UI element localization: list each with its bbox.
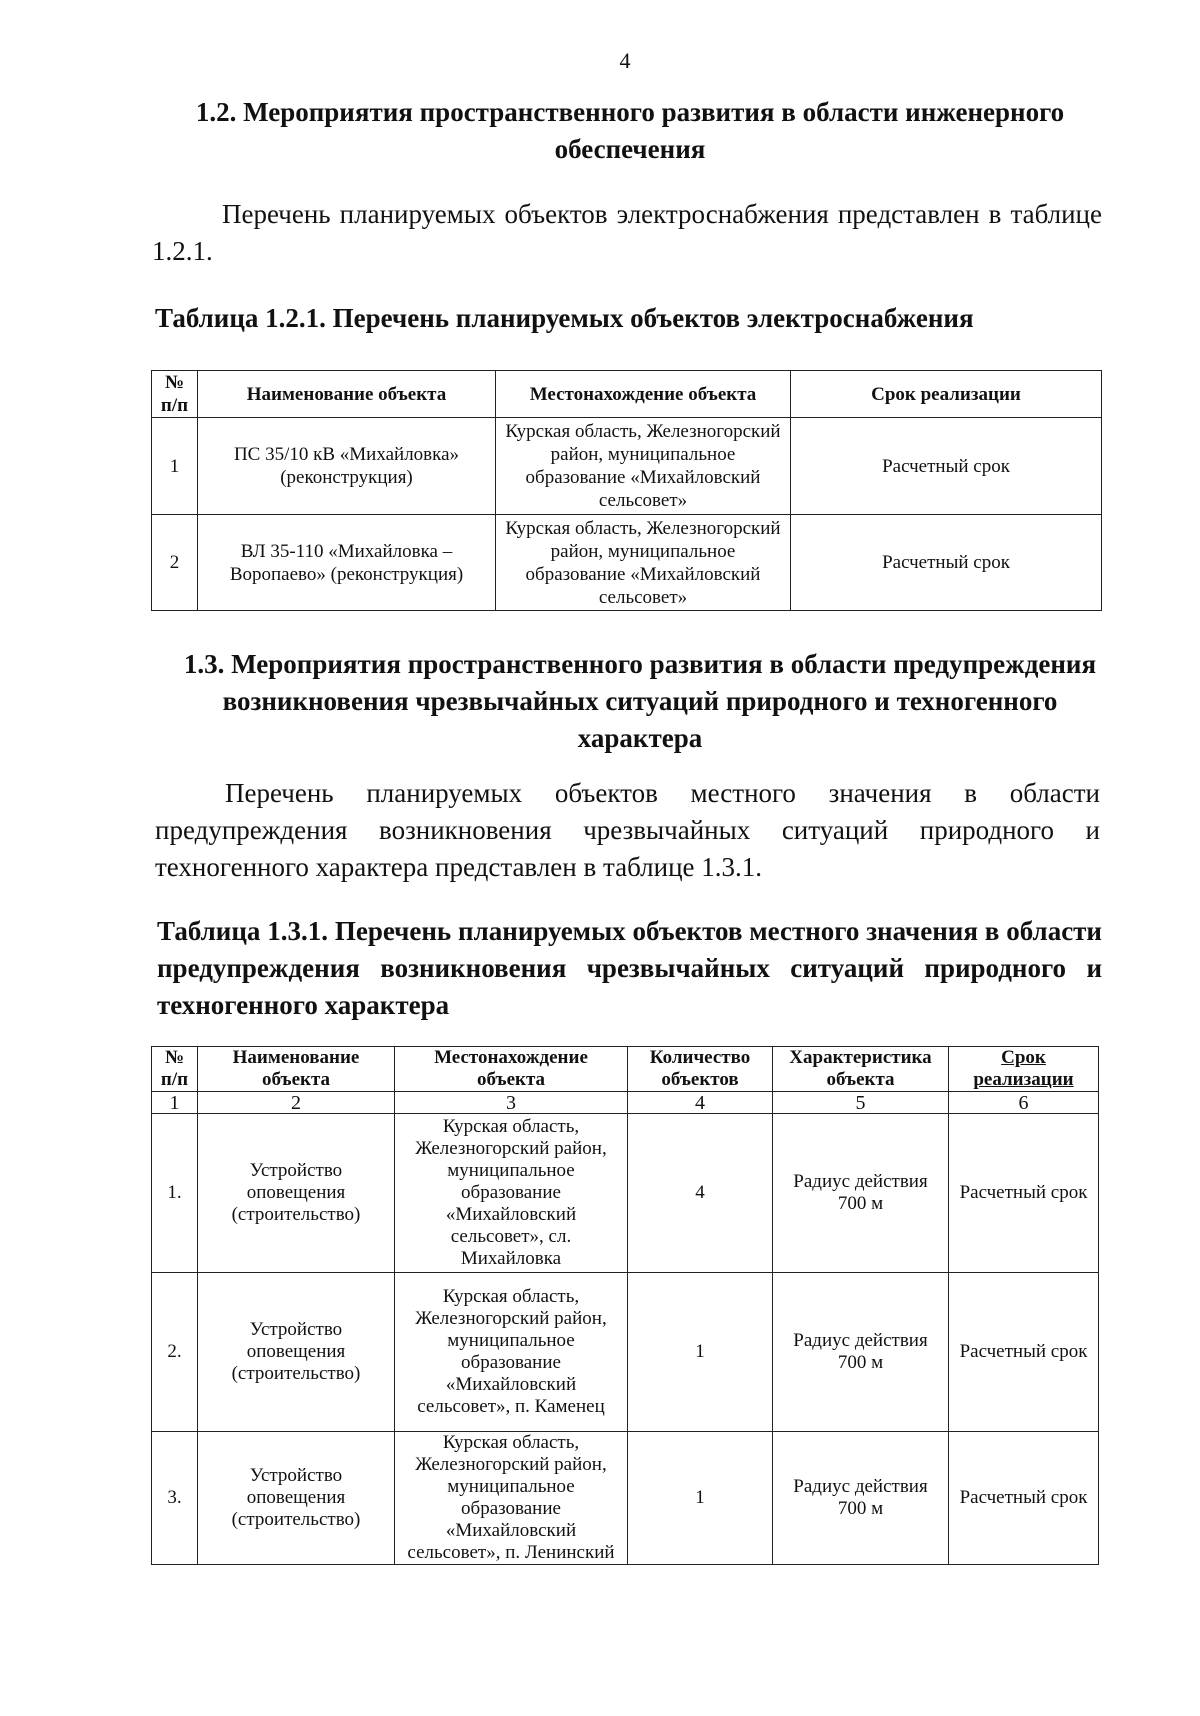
cell-name: Устройство оповещения (строительство) xyxy=(198,1432,395,1565)
cell-num: 2. xyxy=(152,1273,198,1432)
cell-location: Курская область, Железногорский район, муниципальное образование «Михайловский сельсовет» xyxy=(496,418,791,515)
header-characteristic: Характеристика объекта xyxy=(773,1047,949,1092)
page-number: 4 xyxy=(619,48,631,73)
cell-name: ПС 35/10 кВ «Михайловка» (реконструкция) xyxy=(198,418,496,515)
cell-name: Устройство оповещения (строительство) xyxy=(198,1273,395,1432)
cell-location: Курская область, Железногорский район, муниципальное образование «Михайловский сельсовет», сл. Михайловка xyxy=(395,1114,628,1273)
column-number: 6 xyxy=(949,1092,1099,1114)
table-row xyxy=(152,515,1102,611)
table-row xyxy=(152,1114,1099,1273)
header-name: Наименование объекта xyxy=(198,371,496,418)
table-row xyxy=(152,418,1102,515)
table-1-3-1 xyxy=(151,1046,1099,1565)
section-1-2-paragraph: Перечень планируемых объектов электроснабжения представлен в таблице 1.2.1. xyxy=(152,199,1102,266)
cell-num: 2 xyxy=(152,515,198,611)
table-1-3-1-caption: Таблица 1.3.1. Перечень планируемых объектов местного значения в области предупреждения возникновения чрезвычайных ситуаций природного и техногенного характера xyxy=(157,916,1102,1020)
cell-term: Расчетный срок xyxy=(791,418,1102,515)
column-number: 3 xyxy=(395,1092,628,1114)
header-term: Срок реализации xyxy=(791,371,1102,418)
column-number: 1 xyxy=(152,1092,198,1114)
section-1-2-heading: 1.2. Мероприятия пространственного развития в области инженерного обеспечения xyxy=(195,97,1065,164)
header-num: № п/п xyxy=(152,1047,198,1092)
table-row xyxy=(152,1273,1099,1432)
cell-characteristic: Радиус действия 700 м xyxy=(773,1432,949,1565)
header-num: № п/п xyxy=(152,371,198,418)
column-number: 2 xyxy=(198,1092,395,1114)
cell-count: 1 xyxy=(628,1273,773,1432)
cell-term: Расчетный срок xyxy=(949,1114,1099,1273)
cell-name: Устройство оповещения (строительство) xyxy=(198,1114,395,1273)
table-1-2-1-caption: Таблица 1.2.1. Перечень планируемых объектов электроснабжения xyxy=(155,303,974,333)
column-number: 5 xyxy=(773,1092,949,1114)
column-number-row xyxy=(152,1092,1099,1114)
header-count: Количество объектов xyxy=(628,1047,773,1092)
section-1-3-heading: 1.3. Мероприятия пространственного развития в области предупреждения возникновения чрезвычайных ситуаций природного и техногенного характера xyxy=(183,649,1097,753)
cell-num: 1 xyxy=(152,418,198,515)
header-name: Наименование объекта xyxy=(198,1047,395,1092)
cell-term: Расчетный срок xyxy=(949,1273,1099,1432)
section-1-3-paragraph: Перечень планируемых объектов местного значения в области предупреждения возникновения чрезвычайных ситуаций природного и техногенного характера представлен в таблице 1.3.1. xyxy=(155,778,1100,882)
cell-term: Расчетный срок xyxy=(791,515,1102,611)
header-term: Срок реализации xyxy=(949,1047,1099,1092)
cell-count: 1 xyxy=(628,1432,773,1565)
column-number: 4 xyxy=(628,1092,773,1114)
cell-characteristic: Радиус действия 700 м xyxy=(773,1273,949,1432)
cell-location: Курская область, Железногорский район, муниципальное образование «Михайловский сельсовет», п. Ленинский xyxy=(395,1432,628,1565)
cell-characteristic: Радиус действия 700 м xyxy=(773,1114,949,1273)
header-location: Местонахождение объекта xyxy=(395,1047,628,1092)
cell-num: 3. xyxy=(152,1432,198,1565)
cell-name: ВЛ 35-110 «Михайловка – Воропаево» (реконструкция) xyxy=(198,515,496,611)
cell-num: 1. xyxy=(152,1114,198,1273)
cell-term: Расчетный срок xyxy=(949,1432,1099,1565)
table-1-2-1 xyxy=(151,370,1102,611)
cell-location: Курская область, Железногорский район, муниципальное образование «Михайловский сельсовет» xyxy=(496,515,791,611)
table-header-row xyxy=(152,371,1102,418)
cell-count: 4 xyxy=(628,1114,773,1273)
table-header-row xyxy=(152,1047,1099,1092)
table-row xyxy=(152,1432,1099,1565)
header-location: Местонахождение объекта xyxy=(496,371,791,418)
cell-location: Курская область, Железногорский район, муниципальное образование «Михайловский сельсовет», п. Каменец xyxy=(395,1273,628,1432)
